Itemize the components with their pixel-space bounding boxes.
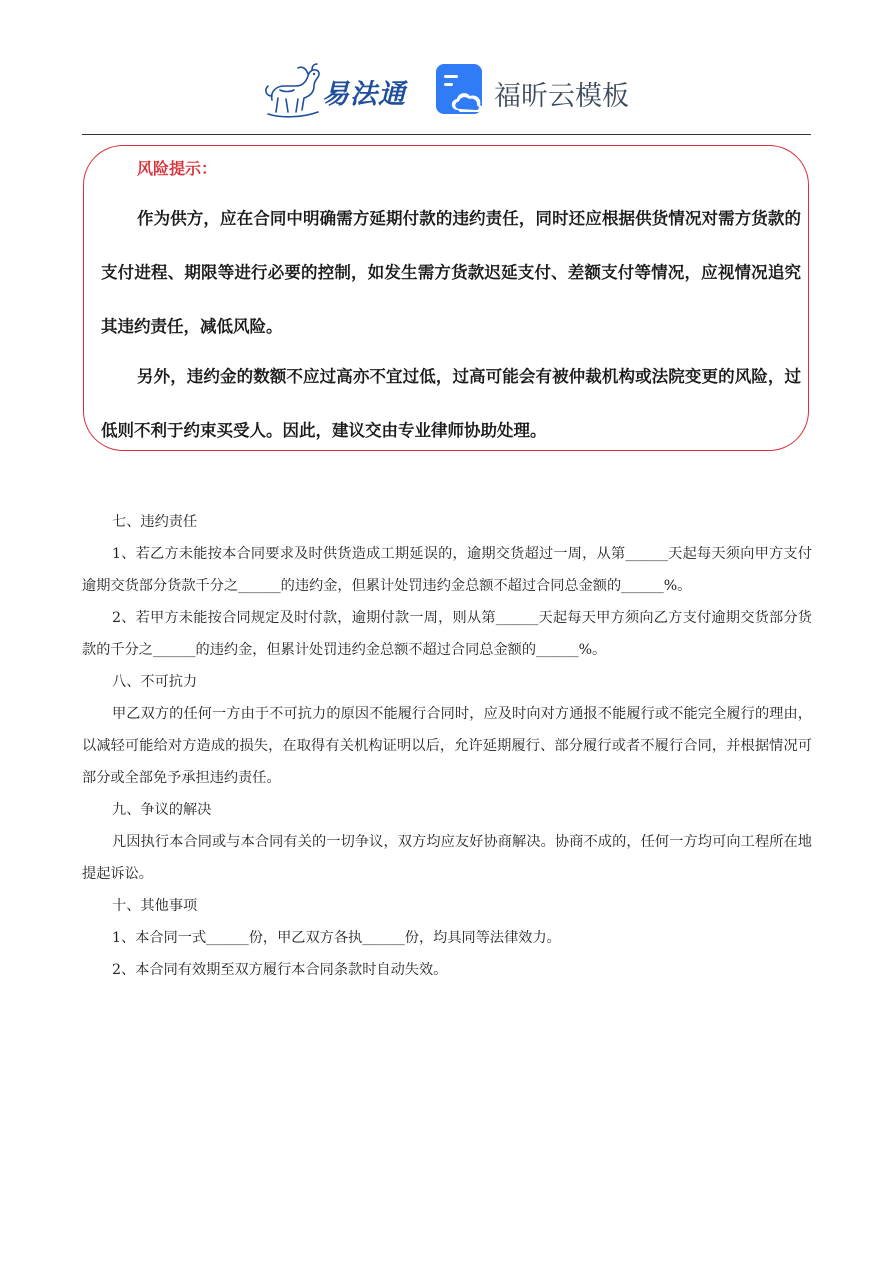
cloud-document-icon: [436, 64, 486, 116]
section-heading: 八、不可抗力: [112, 674, 198, 690]
header-logos: [0, 58, 893, 124]
header-divider: [82, 134, 811, 135]
risk-notice-paragraph: 作为供方，应在合同中明确需方延期付款的违约责任，同时还应根据供货情况对需方货款的支付进程、期限等进行必要的控制，如发生需方货款迟延支付、差额支付等情况，应视情况追究其违约责任，减低风险。: [101, 209, 801, 336]
clause-paragraph: 2、本合同有效期至双方履行本合同条款时自动失效。: [112, 962, 448, 978]
clause-paragraph: 凡因执行本合同或与本合同有关的一切争议，双方均应友好协商解决。协商不成的，任何一方均可向工程所在地提起诉讼。: [82, 834, 812, 882]
section-heading: 九、争议的解决: [112, 802, 212, 818]
risk-notice-title: 风险提示：: [137, 159, 218, 178]
risk-notice-paragraph: 另外，违约金的数额不应过高亦不宜过低，过高可能会有被仲裁机构或法院变更的风险，过低则不利于约束买受人。因此，建议交由专业律师协助处理。: [101, 367, 801, 440]
section-heading: 十、其他事项: [112, 898, 198, 914]
contract-clauses: [82, 506, 812, 986]
section-heading: 七、违约责任: [112, 514, 198, 530]
clause-paragraph: 2、若甲方未能按合同规定及时付款，逾期付款一周，则从第______天起每天甲方须向乙方支付逾期交货部分货款的千分之______的违约金，但累计处罚违约金总额不超过合同总金额的______%。: [82, 610, 812, 658]
fuxin-logo: [436, 64, 636, 120]
clause-paragraph: 1、本合同一式______份，甲乙双方各执______份，均具同等法律效力。: [112, 930, 561, 946]
clause-paragraph: 甲乙双方的任何一方由于不可抗力的原因不能履行合同时，应及时向对方通报不能履行或不能完全履行的理由，以减轻可能给对方造成的损失，在取得有关机构证明以后，允许延期履行、部分履行或者不履行合同，并根据情况可部分或全部免予承担违约责任。: [82, 706, 812, 786]
fuxin-logo-text: 福昕云模板: [494, 81, 629, 112]
clause-paragraph: 1、若乙方未能按本合同要求及时供货造成工期延误的，逾期交货超过一周，从第______天起每天须向甲方支付逾期交货部分货款千分之______的违约金，但累计处罚违约金总额不超过合同总金额的______%。: [82, 546, 812, 594]
qilin-logo-icon: [262, 62, 324, 120]
yifatong-logo: [262, 62, 414, 120]
yifatong-logo-text: 易法通: [322, 79, 406, 110]
